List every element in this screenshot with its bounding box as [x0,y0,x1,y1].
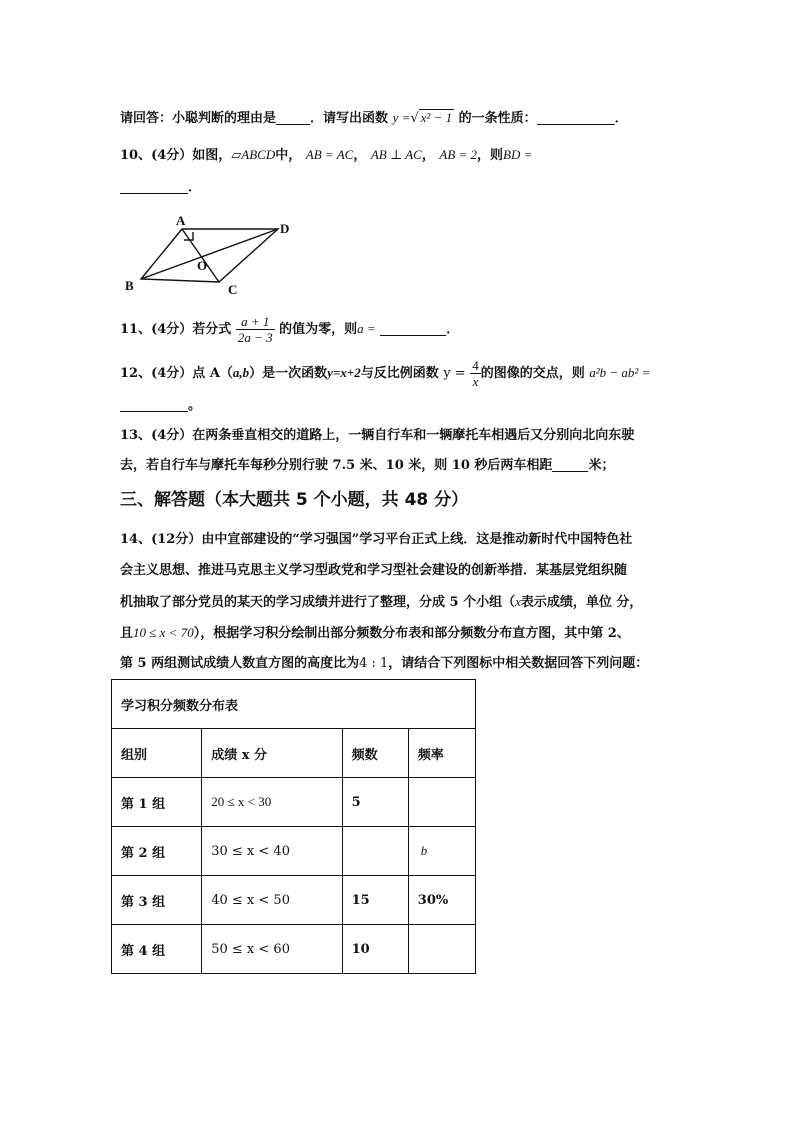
q11-line [120,314,459,345]
q10-text: ，则 [477,148,504,163]
q14-text: ），根据学习积分绘制出部分频数分布表和部分频数分布直方图，其中第 2、 [193,626,630,641]
fraction-denominator: 2a − 3 [237,330,273,345]
q14-text: 第 5 两组测试成绩人数直方图的高度比为 [120,656,360,671]
q14-line-1: 14、(12分）由中宣部建设的“学习强国”学习平台正式上线．这是推动新时代中国特色社 [120,532,633,547]
diagonal-ac [182,229,219,282]
q14-text: ，请结合下列图标中相关数据回答下列问题： [388,656,649,671]
punct: ． [188,180,202,195]
inverse-lhs: y = [443,366,466,381]
q14-line-2: 会主义思想、推进马克思主义学习型政党和学习型社会建设的创新举措．某基层党组织随 [120,563,628,578]
answer-blank[interactable] [380,321,446,336]
q9-text: ．请写出函数 [310,111,389,126]
q10-target: BD = [503,147,533,162]
table-row [112,827,476,876]
fraction-numerator: a + 1 [236,314,275,330]
q12-text: ）是一次函数 [249,366,328,381]
answer-blank[interactable] [120,179,188,194]
variable-x: x [515,594,521,609]
point-coords: a,b [232,365,250,380]
q12-text: 的图像的交点，则 [480,366,585,381]
height-ratio: 4 : 1 [359,656,389,671]
table-header: 频数 [342,729,408,778]
table-cell: 30% [408,876,475,925]
function-radicand: x² − 1 [420,110,453,125]
table-cell: 20 ≤ x < 30 [202,778,342,827]
vertex-label-a: A [176,213,186,228]
q10-answer-line [120,178,201,198]
table-cell: 30 ≤ x < 40 [202,827,342,876]
answer-blank[interactable] [537,110,615,125]
q13-text: 米； [588,458,615,473]
table-title: 学习积分频数分布表 [112,680,476,729]
q14-line-4 [120,623,630,644]
q11-variable: a = [357,321,376,336]
q10-text: 中， [275,148,302,163]
q10-prefix: 10、(4分）如图， [120,148,232,163]
q12-text: 与反比例函数 [360,366,439,381]
answer-blank[interactable] [276,110,310,125]
answer-blank[interactable] [552,457,588,472]
score-range: 10 ≤ x < 70 [133,625,194,640]
table-cell: 10 [342,925,408,974]
table-cell: 第 1 组 [112,778,202,827]
table-header: 成绩 x 分 [202,729,342,778]
linear-function: y=x+2 [327,365,361,380]
q9-tail-line: 请回答：小聪判断的理由是 ．请写出函数 y =√ x² − 1 的一条性质： ． [120,110,628,126]
vertex-label-d: D [280,221,290,236]
punct: 。 [188,398,202,413]
function-lhs: y = [392,110,411,125]
q11-text: 的值为零，则 [279,322,358,337]
frequency-table [111,679,476,974]
q9-text: 请回答：小聪判断的理由是 [120,111,277,126]
table-row [112,778,476,827]
table-header: 组别 [112,729,202,778]
q12-prefix: 12、(4分）点 A（ [120,366,233,381]
q9-text: 的一条性质： [458,111,537,126]
table-cell: 第 4 组 [112,925,202,974]
table-row [112,925,476,974]
table-cell: 第 3 组 [112,876,202,925]
table-cell: b [408,827,475,876]
condition-2: AB ⊥ AC [370,147,422,162]
q13-line-1: 13、(4分）在两条垂直相交的道路上，一辆自行车和一辆摩托车相遇后又分别向北向东驶 [120,428,635,443]
fraction-denominator: x [472,374,479,389]
q13-line-2 [120,456,614,476]
table-header-row [112,729,476,778]
parallelogram-symbol: ▱ABCD [231,147,276,162]
q13-text: 去，若自行车与摩托车每秒分别行驶 7.5 米、10 米，则 10 秒后两车相距 [120,458,553,473]
fraction [470,358,481,389]
q14-line-3 [120,592,642,613]
center-label-o: O [197,258,208,273]
table-cell: 40 ≤ x < 50 [202,876,342,925]
answer-blank[interactable] [120,397,188,412]
condition-1: AB = AC [305,147,354,162]
q12-expression: a²b − ab² = [589,365,651,380]
vertex-label-b: B [125,278,134,293]
section-heading: 三、解答题（本大题共 5 个小题，共 48 分） [120,490,469,510]
table-title-row [112,680,476,729]
punct: ． [614,111,628,126]
q14-text: 表示成绩，单位 分， [520,595,643,610]
table-cell: 15 [342,876,408,925]
parallelogram-figure [120,212,310,302]
table-cell: 5 [342,778,408,827]
table-header: 频率 [408,729,475,778]
q14-text: 且 [120,626,134,641]
table-cell [408,778,475,827]
q11-prefix: 11、(4分）若分式 [120,322,232,337]
condition-3: AB = 2 [439,147,478,162]
vertex-label-c: C [228,282,238,297]
table-cell [408,925,475,974]
punct: ． [446,322,460,337]
q14-text: 机抽取了部分党员的某天的学习成绩并进行了整理，分成 5 个小组（ [120,595,516,610]
table-cell [342,827,408,876]
q12-answer-line [120,396,201,416]
table-cell: 第 2 组 [112,827,202,876]
q14-line-5 [120,654,648,674]
fraction [236,314,275,345]
q10-line: 10、(4分）如图，▱ABCD中， AB = AC， AB ⊥ AC， AB = 2，则BD = [120,147,533,163]
fraction-numerator: 4 [472,358,479,373]
q12-line [120,358,650,389]
table-row [112,876,476,925]
table-cell: 50 ≤ x < 60 [202,925,342,974]
